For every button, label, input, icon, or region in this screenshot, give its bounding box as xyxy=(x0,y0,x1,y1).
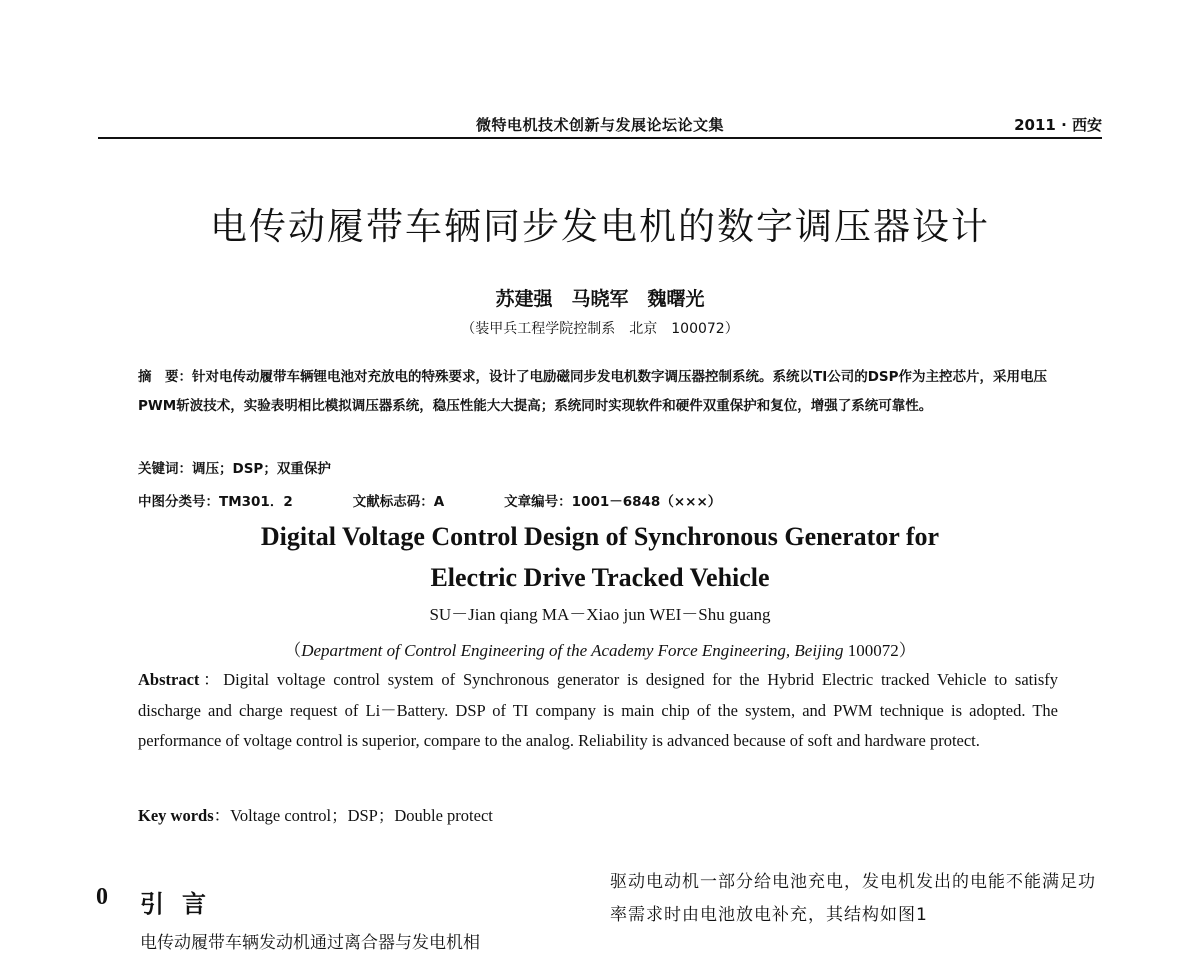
paper-title-en-line1: Digital Voltage Control Design of Synchronous Generator for xyxy=(260,522,940,551)
keywords-en-text: Voltage control；DSP；Double protect xyxy=(230,806,493,825)
keywords-cn xyxy=(138,457,331,477)
clc-label: 中图分类号： xyxy=(138,494,219,510)
abstract-cn xyxy=(138,363,1068,421)
keywords-en xyxy=(138,802,493,826)
abstract-en xyxy=(138,665,1058,757)
body-text-left: 电传动履带车辆发动机通过离合器与发电机相 xyxy=(140,933,480,953)
running-header-year: 2011 · 西安 xyxy=(1014,116,1102,134)
affiliation-en-code: 100072 xyxy=(843,641,899,660)
section-number: 0 xyxy=(96,884,108,910)
affiliation-en-text: Department of Control Engineering of the Academy Force Engineering, Beijing xyxy=(301,641,844,660)
paper-title-cn: 电传动履带车辆同步发电机的数字调压器设计 xyxy=(210,205,990,248)
authors-cn: 苏建强 马晓军 魏曙光 xyxy=(495,288,705,310)
article-no-value: 1001－6848（×××） xyxy=(571,494,722,510)
section-title: 引言 xyxy=(140,890,224,918)
body-text-right: 驱动电动机一部分给电池充电，发电机发出的电能不能满足功率需求时由电池放电补充，其结构如图1 xyxy=(610,872,1096,925)
abstract-en-sep: ： xyxy=(199,670,224,689)
article-no-label: 文章编号： xyxy=(504,494,572,510)
clc-value: TM301．2 xyxy=(219,494,293,510)
abstract-cn-label: 摘 要： xyxy=(138,369,192,385)
paper-title-en-line2: Electric Drive Tracked Vehicle xyxy=(430,563,770,592)
abstract-cn-text: 针对电传动履带车辆锂电池对充放电的特殊要求，设计了电励磁同步发电机数字调压器控制系统。系统以TI公司的DSP作为主控芯片，采用电压PWM斩波技术，实验表明相比模拟调压器系统，稳压性能大大提高；系统同时实现软件和硬件双重保护和复位，增强了系统可靠性。 xyxy=(138,369,1048,414)
authors-en: SU－Jian qiang MA－Xiao jun WEI－Shu guang xyxy=(429,605,771,624)
abstract-en-text: Digital voltage control system of Synchronous generator is designed for the Hybrid Electric tracked Vehicle to satisfy discharge and charge request of Li－Battery. DSP of TI company is main chip of the system, and PWM technique is adopted. The performance of voltage control is superior, compare to the analog. Reliability is advanced because of soft and hardware protect. xyxy=(138,670,1059,750)
doc-code-value: A xyxy=(433,494,445,510)
classification-line xyxy=(138,490,721,510)
keywords-en-label: Key words xyxy=(138,806,214,825)
keywords-cn-label: 关键词： xyxy=(138,461,192,477)
keywords-cn-text: 调压；DSP；双重保护 xyxy=(192,461,331,477)
affiliation-en-close: ） xyxy=(898,641,916,660)
affiliation-en-open: （ xyxy=(284,641,302,660)
paper-title-en xyxy=(0,516,1200,598)
affiliation-cn: （装甲兵工程学院控制系 北京 100072） xyxy=(461,321,739,337)
running-header-title: 微特电机技术创新与发展论坛论文集 xyxy=(475,116,724,134)
affiliation-en xyxy=(0,636,1200,661)
abstract-en-label: Abstract xyxy=(138,670,200,689)
header-rule xyxy=(98,137,1102,139)
doc-code-label: 文献标志码： xyxy=(352,494,434,510)
keywords-en-sep: ： xyxy=(213,806,231,825)
